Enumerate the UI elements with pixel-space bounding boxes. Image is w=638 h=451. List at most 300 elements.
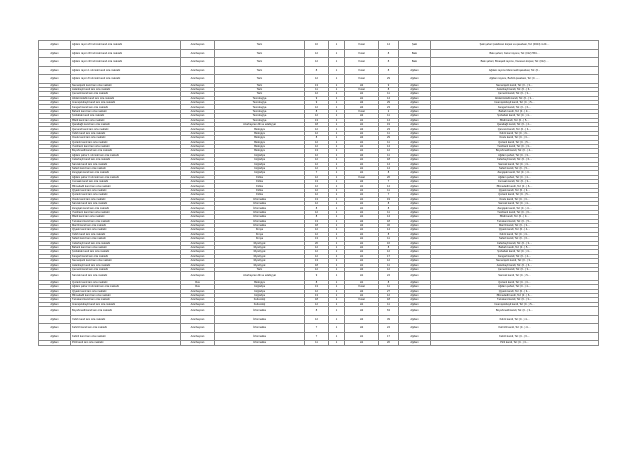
- count-cell: 1: [329, 237, 345, 241]
- city-cell: Ağdam: [399, 293, 431, 297]
- score-cell: 11: [379, 140, 399, 144]
- language-cell: Azərbaycan: [181, 267, 215, 271]
- city-cell: Ağdam: [399, 87, 431, 91]
- language-cell: Azərbaycan: [181, 101, 215, 105]
- region-cell: Ağdam: [39, 127, 71, 131]
- region-cell: Ağdam: [39, 180, 71, 184]
- table-row: [39, 75, 599, 84]
- city-cell: Ağdam: [399, 184, 431, 188]
- address-cell: Təzəkənd kəndi, Tel: (0...) 3-...: [431, 298, 599, 302]
- table-row: [39, 58, 599, 67]
- city-cell: Ağdam: [399, 158, 431, 162]
- city-cell: Ağdam: [399, 180, 431, 184]
- category-cell: H2: [345, 136, 379, 140]
- count-cell: 1: [329, 232, 345, 236]
- hours-cell: 18: [305, 263, 329, 267]
- address-cell: Ooulu kəndi, Tel: (0...) 3-...: [431, 136, 599, 140]
- region-cell: Ağdam: [39, 280, 71, 284]
- category-cell: Yuxarı: [345, 87, 379, 91]
- language-cell: Azərbaycan: [181, 136, 215, 140]
- school-cell: Əlimədədli kənd tam orta məktəbi: [71, 184, 181, 188]
- language-cell: Azərbaycan: [181, 105, 215, 109]
- address-cell: Qiyaslı kəndi, Tel: (0...) 3-...: [431, 188, 599, 192]
- region-cell: Ağdam: [39, 272, 71, 281]
- region-cell: Ağdam: [39, 96, 71, 100]
- subject-cell: Fizika: [215, 184, 305, 188]
- score-cell: 14: [379, 118, 399, 122]
- address-cell: Nəmərqazlı kəndi, Tel: (0...) 3-...: [431, 259, 599, 263]
- school-cell: Ağdam rayon 4N nömrəli kənd orta məktəbi: [71, 58, 181, 67]
- score-cell: 29: [379, 75, 399, 84]
- school-cell: Kəngərli kənd tam orta məktəbi: [71, 254, 181, 258]
- school-cell: Ağdam şəhər 3 nömrəli tam orta məktəbi: [71, 175, 181, 179]
- score-cell: 11: [379, 188, 399, 192]
- score-cell: 18: [379, 158, 399, 162]
- language-cell: Azərbaycan: [181, 114, 215, 118]
- score-cell: 8: [379, 66, 399, 75]
- school-cell: Təzəkənd kənd tam orta məktəbi: [71, 298, 181, 302]
- school-cell: Boyəhmədli kənd tam orta məktəbi: [71, 307, 181, 316]
- count-cell: 1: [329, 180, 345, 184]
- language-cell: Azərbaycan: [181, 315, 215, 324]
- subject-cell: İnformatika: [215, 219, 305, 223]
- hours-cell: 8: [305, 280, 329, 284]
- table-row: [39, 341, 599, 345]
- region-cell: Ağdam: [39, 92, 71, 96]
- language-cell: Azərbaycan: [181, 83, 215, 87]
- subject-cell: Kimya: [215, 237, 305, 241]
- region-cell: Ağdam: [39, 245, 71, 249]
- address-cell: Səfərli kəndi, Tel: (0...) 5-...: [431, 166, 599, 170]
- count-cell: 1: [329, 197, 345, 201]
- school-cell: Ooulu kənd tam orta məktəbi: [71, 197, 181, 201]
- language-cell: Azərbaycan: [181, 58, 215, 67]
- score-cell: 11: [379, 237, 399, 241]
- count-cell: 1: [329, 324, 345, 333]
- region-cell: Ağdam: [39, 75, 71, 84]
- subject-cell: Tarix: [215, 58, 305, 67]
- subject-cell: Tarix: [215, 87, 305, 91]
- category-cell: H1: [345, 254, 379, 258]
- count-cell: 1: [329, 118, 345, 122]
- school-cell: Baharlı kənd tam orta məktəbi: [71, 109, 181, 113]
- school-cell: Baharlı kənd tam orta məktəbi: [71, 245, 181, 249]
- region-cell: Ağdam: [39, 184, 71, 188]
- category-cell: Yuxarı: [345, 66, 379, 75]
- city-cell: Ağdam: [399, 144, 431, 148]
- city-cell: Ağdam: [399, 237, 431, 241]
- hours-cell: 12: [305, 245, 329, 249]
- subject-cell: İnformatika: [215, 307, 305, 316]
- address-cell: Cumaalı kəndi, Tel: (0...) 3-...: [431, 180, 599, 184]
- hours-cell: 10: [305, 41, 329, 50]
- count-cell: 1: [329, 158, 345, 162]
- region-cell: Ağdam: [39, 307, 71, 316]
- category-cell: H1: [345, 228, 379, 232]
- hours-cell: 7: [305, 332, 329, 341]
- language-cell: Rus: [181, 285, 215, 289]
- score-cell: 63: [379, 307, 399, 316]
- language-cell: Azərbaycan: [181, 341, 215, 345]
- score-cell: 14: [379, 144, 399, 148]
- language-cell: Azərbaycan: [181, 289, 215, 293]
- address-cell: Ağdam şəhəri, Tel: (0...) 4-...: [431, 175, 599, 179]
- score-cell: 29: [379, 136, 399, 140]
- city-cell: Ağdam: [399, 232, 431, 236]
- school-cell: Əfətli kənd tam orta məktəbi: [71, 118, 181, 122]
- category-cell: H1: [345, 96, 379, 100]
- language-cell: Azərbaycan: [181, 123, 215, 127]
- table-row: [39, 272, 599, 281]
- language-cell: Azərbaycan: [181, 324, 215, 333]
- city-cell: Ağdam: [399, 206, 431, 210]
- count-cell: 1: [329, 263, 345, 267]
- school-cell: Ağdam rayon 3N nömrəli kənd orta məktəbi: [71, 49, 181, 58]
- hours-cell: 11: [305, 341, 329, 345]
- school-cell: Təzəkənd kənd tam orta məktəbi: [71, 219, 181, 223]
- region-cell: Ağdam: [39, 162, 71, 166]
- address-cell: Aslanbəyli kəndi, Tel: (0...) 6-...: [431, 263, 599, 267]
- region-cell: Ağdam: [39, 136, 71, 140]
- hours-cell: 12: [305, 49, 329, 58]
- school-cell: Sarıcalı kənd tam orta məktəbi: [71, 272, 181, 281]
- count-cell: 1: [329, 109, 345, 113]
- count-cell: 1: [329, 219, 345, 223]
- language-cell: Azərbaycan: [181, 241, 215, 245]
- school-cell: Əfətli kənd tam orta məktəbi: [71, 215, 181, 219]
- language-cell: Azərbaycan: [181, 166, 215, 170]
- address-cell: Qaradağlı kəndi, Tel: (0...) 4-...: [431, 123, 599, 127]
- school-cell: Qərvənd kənd tam orta məktəbi: [71, 127, 181, 131]
- hours-cell: 9: [305, 96, 329, 100]
- region-cell: Ağdam: [39, 237, 71, 241]
- score-cell: 12: [379, 250, 399, 254]
- school-cell: Pirili kənd tam orta məktəbi: [71, 341, 181, 345]
- score-cell: 12: [379, 267, 399, 271]
- school-cell: Quzanlı kənd tam orta məktəbi: [71, 193, 181, 197]
- score-cell: 18: [379, 298, 399, 302]
- category-cell: H2: [345, 153, 379, 157]
- count-cell: 1: [329, 166, 345, 170]
- city-cell: Ağdam: [399, 307, 431, 316]
- score-cell: 16: [379, 241, 399, 245]
- address-cell: Şıxbabalı kəndi, Tel: (0...) 3-...: [431, 250, 599, 254]
- region-cell: Ağdam: [39, 131, 71, 135]
- address-cell: Səfərli kəndi, Tel: (0...) 6-...: [431, 237, 599, 241]
- subject-cell: İnformatika: [215, 206, 305, 210]
- hours-cell: 13: [305, 293, 329, 297]
- count-cell: 1: [329, 272, 345, 281]
- category-cell: H1: [345, 166, 379, 170]
- hours-cell: 13: [305, 83, 329, 87]
- address-cell: Cəfərbəyli kəndi, Tel: (0...) 6-...: [431, 158, 599, 162]
- category-cell: H1: [345, 144, 379, 148]
- category-cell: H1: [345, 245, 379, 249]
- address-cell: Zəngişalı kəndi, Tel: (0...) 3-...: [431, 171, 599, 175]
- region-cell: Ağdam: [39, 250, 71, 254]
- category-cell: H1: [345, 193, 379, 197]
- city-cell: Ağdam: [399, 166, 431, 170]
- subject-cell: Riyaziyyat: [215, 241, 305, 245]
- city-cell: Ağdam: [399, 140, 431, 144]
- subject-cell: Texnologiya: [215, 118, 305, 122]
- address-cell: Xıdırlı kəndi, Tel: (0...) 4-...: [431, 315, 599, 324]
- school-cell: Kəbirli kənd tam orta məktəbi: [71, 332, 181, 341]
- region-cell: Ağdam: [39, 228, 71, 232]
- count-cell: 1: [329, 228, 345, 232]
- category-cell: H1: [345, 123, 379, 127]
- language-cell: Azərbaycan: [181, 131, 215, 135]
- school-cell: Abdal-Gülablı kənd tam orta məktəbi: [71, 96, 181, 100]
- category-cell: Yuxarı: [345, 58, 379, 67]
- address-cell: Ağdam rayonu, Bəhrili qəsəbəsi, Tel: (0...-...: [431, 75, 599, 84]
- city-cell: Ağdam: [399, 341, 431, 345]
- hours-cell: 12: [305, 175, 329, 179]
- hours-cell: 12: [305, 114, 329, 118]
- region-cell: Ağdam: [39, 289, 71, 293]
- category-cell: H1: [345, 188, 379, 192]
- region-cell: Ağdam: [39, 285, 71, 289]
- hours-cell: 13: [305, 259, 329, 263]
- address-cell: Qərvənd kəndi, Tel: (0...) 3-...: [431, 127, 599, 131]
- count-cell: 1: [329, 224, 345, 228]
- table-row: [39, 66, 599, 75]
- hours-cell: 18: [305, 123, 329, 127]
- region-cell: Ağdam: [39, 87, 71, 91]
- school-cell: Nəmərqazlı kənd tam orta məktəbi: [71, 259, 181, 263]
- hours-cell: 12: [305, 127, 329, 131]
- score-cell: 11: [379, 285, 399, 289]
- category-cell: H1: [345, 210, 379, 214]
- language-cell: Azərbaycan: [181, 332, 215, 341]
- language-cell: Azərbaycan: [181, 293, 215, 297]
- school-cell: Qiyaslı kənd tam orta məktəbi: [71, 228, 181, 232]
- language-cell: Azərbaycan: [181, 250, 215, 254]
- score-cell: 11: [379, 210, 399, 214]
- hours-cell: 8: [305, 307, 329, 316]
- subject-cell: Kimya: [215, 228, 305, 232]
- subject-cell: Fizika: [215, 188, 305, 192]
- address-cell: Əlimədədli kəndi, Tel: (0...) 6-...: [431, 184, 599, 188]
- city-cell: Ağdam: [399, 127, 431, 131]
- count-cell: 1: [329, 105, 345, 109]
- city-cell: Ağdam: [399, 280, 431, 284]
- language-cell: Azərbaycan: [181, 272, 215, 281]
- hours-cell: 8: [305, 215, 329, 219]
- school-cell: Nəmərqazlı kənd tam orta məktəbi: [71, 83, 181, 87]
- school-cell: Əlimədədli kənd tam orta məktəbi: [71, 293, 181, 297]
- subject-cell: Coğrafiya: [215, 171, 305, 175]
- address-cell: Şəki şəhər Çələbixan küçəsi və qəsəbəsi, Tel: (0024) 4-23-...: [431, 41, 599, 50]
- language-cell: Azərbaycan: [181, 41, 215, 50]
- city-cell: Ağdam: [399, 162, 431, 166]
- region-cell: Ağdam: [39, 41, 71, 50]
- category-cell: H1: [345, 280, 379, 284]
- score-cell: 8: [379, 245, 399, 249]
- category-cell: H1: [345, 215, 379, 219]
- city-cell: Ağdam: [399, 254, 431, 258]
- category-cell: H1: [345, 206, 379, 210]
- hours-cell: 12: [305, 254, 329, 258]
- city-cell: Bakı: [399, 58, 431, 67]
- subject-cell: Biologiya: [215, 127, 305, 131]
- count-cell: 1: [329, 49, 345, 58]
- region-cell: Ağdam: [39, 267, 71, 271]
- hours-cell: 12: [305, 58, 329, 67]
- address-cell: Aslanbəyli kəndi, Tel: (0...) 6-...: [431, 87, 599, 91]
- hours-cell: 12: [305, 315, 329, 324]
- score-cell: 12: [379, 293, 399, 297]
- count-cell: 1: [329, 293, 345, 297]
- region-cell: Ağdam: [39, 315, 71, 324]
- city-cell: Ağdam: [399, 250, 431, 254]
- language-cell: Azərbaycan: [181, 75, 215, 84]
- address-cell: Sarıcalı kəndi, Tel: (0...) 5-...: [431, 272, 599, 281]
- region-cell: Ağdam: [39, 149, 71, 153]
- city-cell: Ağdam: [399, 272, 431, 281]
- category-cell: Yuxarı: [345, 109, 379, 113]
- count-cell: 1: [329, 149, 345, 153]
- category-cell: H2: [345, 180, 379, 184]
- count-cell: 1: [329, 254, 345, 258]
- address-cell: Kəngərli kəndi, Tel: (0...) 6-...: [431, 105, 599, 109]
- subject-cell: Azərbaycan dili və ədəbiyyat: [215, 123, 305, 127]
- language-cell: Azərbaycan: [181, 66, 215, 75]
- category-cell: H1: [345, 92, 379, 96]
- city-cell: Ağdam: [399, 114, 431, 118]
- address-cell: Çəmənli kəndi, Tel: (0...) 3-...: [431, 92, 599, 96]
- language-cell: Azərbaycan: [181, 87, 215, 91]
- subject-cell: Texnologiya: [215, 96, 305, 100]
- city-cell: Ağdam: [399, 210, 431, 214]
- subject-cell: Riyaziyyat: [215, 259, 305, 263]
- address-cell: Əfətli kəndi, Tel: (0...) 3-...: [431, 215, 599, 219]
- region-cell: Ağdam: [39, 241, 71, 245]
- language-cell: Azərbaycan: [181, 127, 215, 131]
- subject-cell: Kulturoloji: [215, 302, 305, 306]
- count-cell: 1: [329, 280, 345, 284]
- subject-cell: Riyaziyyat: [215, 250, 305, 254]
- subject-cell: Texnologiya: [215, 109, 305, 113]
- count-cell: 1: [329, 83, 345, 87]
- subject-cell: Texnologiya: [215, 105, 305, 109]
- school-cell: Çəmənli kənd tam orta məktəbi: [71, 92, 181, 96]
- score-cell: 20: [379, 341, 399, 345]
- score-cell: 14: [379, 215, 399, 219]
- category-cell: H1: [345, 332, 379, 341]
- language-cell: Azərbaycan: [181, 96, 215, 100]
- table-row: [39, 307, 599, 316]
- category-cell: Yuxarı: [345, 175, 379, 179]
- score-cell: 11: [379, 263, 399, 267]
- school-cell: Quzanlı kənd tam orta məktəbi: [71, 140, 181, 144]
- city-cell: Ağdam: [399, 75, 431, 84]
- school-cell: Səfərli kənd tam orta məktəbi: [71, 237, 181, 241]
- score-cell: 18: [379, 219, 399, 223]
- region-cell: Ağdam: [39, 302, 71, 306]
- city-cell: Ağdam: [399, 92, 431, 96]
- hours-cell: 13: [305, 237, 329, 241]
- score-cell: 8: [379, 58, 399, 67]
- city-cell: Ağdam: [399, 83, 431, 87]
- count-cell: 1: [329, 87, 345, 91]
- city-cell: Ağdam: [399, 285, 431, 289]
- category-cell: H2: [345, 315, 379, 324]
- city-cell: Ağdam: [399, 202, 431, 206]
- city-cell: Ağdam: [399, 101, 431, 105]
- subject-cell: Coğrafiya: [215, 285, 305, 289]
- language-cell: Azərbaycan: [181, 232, 215, 236]
- school-cell: Şıxbabalı kənd orta məktəbi: [71, 114, 181, 118]
- region-cell: Ağdam: [39, 153, 71, 157]
- region-cell: Ağdam: [39, 118, 71, 122]
- city-cell: Ağdam: [399, 105, 431, 109]
- city-cell: Ağdam: [399, 188, 431, 192]
- score-cell: 11: [379, 302, 399, 306]
- score-cell: 24: [379, 324, 399, 333]
- count-cell: 1: [329, 250, 345, 254]
- category-cell: H1: [345, 118, 379, 122]
- address-cell: Boyəhmədli kəndi, Tel: (0...) 4-...: [431, 149, 599, 153]
- address-cell: Quzanlı kəndi, Tel: (0...) 3-...: [431, 280, 599, 284]
- region-cell: Ağdam: [39, 83, 71, 87]
- language-cell: Azərbaycan: [181, 140, 215, 144]
- subject-cell: Biologiya: [215, 280, 305, 284]
- language-cell: Azərbaycan: [181, 245, 215, 249]
- school-cell: Zəngişalı kənd tam orta məktəbi: [71, 171, 181, 175]
- count-cell: 1: [329, 131, 345, 135]
- count-cell: 1: [329, 92, 345, 96]
- region-cell: Ağdam: [39, 114, 71, 118]
- subject-cell: Fizika: [215, 180, 305, 184]
- city-cell: Ağdam: [399, 224, 431, 228]
- region-cell: Ağdam: [39, 101, 71, 105]
- city-cell: Ağdam: [399, 228, 431, 232]
- category-cell: H1: [345, 341, 379, 345]
- subject-cell: İnformatika: [215, 224, 305, 228]
- subject-cell: Biologiya: [215, 144, 305, 148]
- school-cell: Aslanbəyli kənd tam orta məktəbi: [71, 263, 181, 267]
- hours-cell: 13: [305, 149, 329, 153]
- city-cell: Ağdam: [399, 267, 431, 271]
- language-cell: Azərbaycan: [181, 109, 215, 113]
- subject-cell: Kulturoloji: [215, 298, 305, 302]
- city-cell: Ağdam: [399, 149, 431, 153]
- region-cell: Ağdam: [39, 202, 71, 206]
- subject-cell: Texnologiya: [215, 114, 305, 118]
- address-cell: Bakı şəhəri, Xəzər rayonu, Tel: (012) 553-...: [431, 49, 599, 58]
- score-cell: 23: [379, 127, 399, 131]
- region-cell: Ağdam: [39, 254, 71, 258]
- address-cell: Ağdam şəhəri, Tel: (0...) 3-...: [431, 153, 599, 157]
- language-cell: Azərbaycan: [181, 149, 215, 153]
- category-cell: H2: [345, 105, 379, 109]
- category-cell: H2: [345, 324, 379, 333]
- score-cell: 17: [379, 254, 399, 258]
- city-cell: Ağdam: [399, 245, 431, 249]
- count-cell: 1: [329, 58, 345, 67]
- language-cell: Azərbaycan: [181, 188, 215, 192]
- category-cell: Yuxarı: [345, 41, 379, 50]
- region-cell: Ağdam: [39, 259, 71, 263]
- city-cell: Ağdam: [399, 315, 431, 324]
- hours-cell: 13: [305, 118, 329, 122]
- address-cell: Yusifcanlı kəndi, Tel: (0...) 6-...: [431, 210, 599, 214]
- address-cell: Baharlı kəndi, Tel: (0...) 5-...: [431, 245, 599, 249]
- language-cell: Azərbaycan: [181, 206, 215, 210]
- city-cell: Ağdam: [399, 302, 431, 306]
- language-cell: Azərbaycan: [181, 180, 215, 184]
